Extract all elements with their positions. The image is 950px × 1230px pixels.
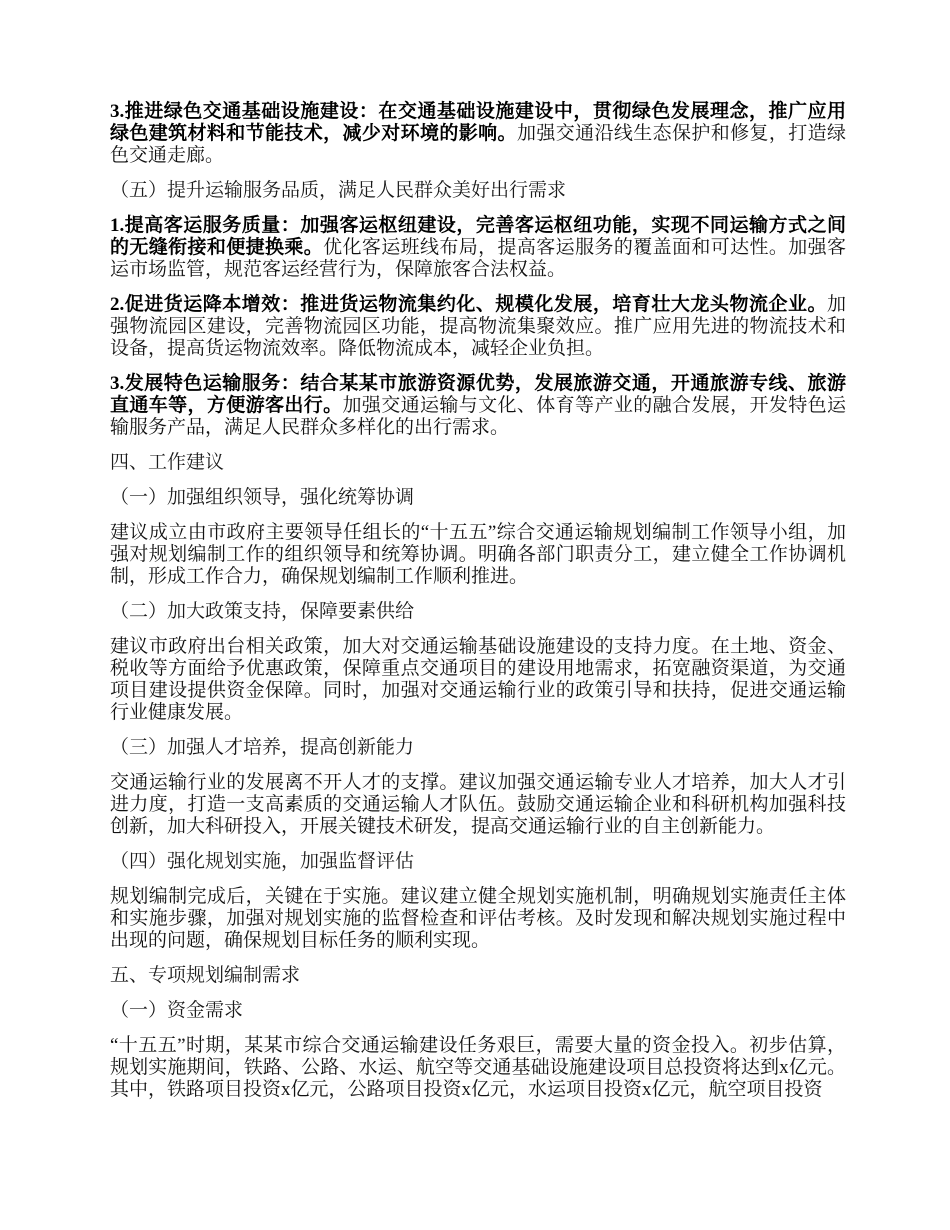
body-paragraph — [110, 101, 846, 167]
paragraph-text: 规划编制完成后，关键在于实施。建议建立健全规划实施机制，明确规划实施责任主体和实施步骤，加强对规划实施的监督检查和评估考核。及时发现和解决规划实施过程中出现的问题，确保规划目标任务的顺利实现。 — [110, 886, 846, 951]
body-paragraph — [110, 522, 846, 588]
paragraph-text: 建议成立由市政府主要领导任组长的“十五五”综合交通运输规划编制工作领导小组，加强对规划编制工作的组织领导和统筹协调。明确各部门职责分工，建立健全工作协调机制，形成工作合力，确保规划编制工作顺利推进。 — [110, 522, 846, 587]
body-paragraph — [110, 373, 846, 439]
section-heading — [110, 1000, 846, 1022]
heading-text: 五、专项规划编制需求 — [110, 965, 301, 986]
heading-text: （四）强化规划实施，加强监督评估 — [110, 851, 415, 872]
section-heading — [110, 737, 846, 759]
section-heading — [110, 180, 846, 202]
body-paragraph — [110, 215, 846, 281]
body-paragraph — [110, 1035, 846, 1101]
heading-text: （一）资金需求 — [110, 1000, 244, 1021]
body-paragraph — [110, 772, 846, 838]
heading-text: （一）加强组织领导，强化统筹协调 — [110, 487, 415, 508]
heading-text: （五）提升运输服务品质，满足人民群众美好出行需求 — [110, 180, 567, 201]
section-heading — [110, 487, 846, 509]
section-heading — [110, 601, 846, 623]
body-paragraph — [110, 636, 846, 724]
paragraph-text: “十五五”时期，某某市综合交通运输建设任务艰巨，需要大量的资金投入。初步估算，规划实施期间，铁路、公路、水运、航空等交通基础设施建设项目总投资将达到x亿元。其中，铁路项目投资x亿元，公路项目投资x亿元，水运项目投资x亿元，航空项目投资 — [110, 1035, 846, 1100]
section-heading — [110, 965, 846, 987]
paragraph-text: 优化客运班线布局，提高客运服务的覆盖面和可达性。加强客运市场监管，规范客运经营行为，保障旅客合法权益。 — [110, 237, 846, 280]
heading-text: （三）加强人才培养，提高创新能力 — [110, 737, 415, 758]
section-heading — [110, 452, 846, 474]
paragraph-bold-lead: 2.促进货运降本增效：推进货运物流集约化、规模化发展，培育壮大龙头物流企业。 — [110, 294, 827, 315]
heading-text: （二）加大政策支持，保障要素供给 — [110, 601, 415, 622]
body-paragraph — [110, 886, 846, 952]
section-heading — [110, 851, 846, 873]
paragraph-bold-lead: 1.提高客运服务质量：加强客运枢纽建设，完善客运枢纽功能，实现不同运输方式之间的无缝衔接和便捷换乘。 — [110, 215, 846, 258]
paragraph-bold-lead: 3.推进绿色交通基础设施建设：在交通基础设施建设中，贯彻绿色发展理念，推广应用绿色建筑材料和节能技术，减少对环境的影响。 — [110, 101, 846, 144]
document-body — [110, 101, 846, 1114]
paragraph-text: 交通运输行业的发展离不开人才的支撑。建议加强交通运输专业人才培养，加大人才引进力度，打造一支高素质的交通运输人才队伍。鼓励交通运输企业和科研机构加强科技创新，加大科研投入，开展关键技术研发，提高交通运输行业的自主创新能力。 — [110, 772, 846, 837]
paragraph-text: 加强交通沿线生态保护和修复，打造绿色交通走廊。 — [110, 123, 846, 166]
paragraph-text: 建议市政府出台相关政策，加大对交通运输基础设施建设的支持力度。在土地、资金、税收等方面给予优惠政策，保障重点交通项目的建设用地需求，拓宽融资渠道，为交通项目建设提供资金保障。同时，加强对交通运输行业的政策引导和扶持，促进交通运输行业健康发展。 — [110, 636, 846, 723]
heading-text: 四、工作建议 — [110, 452, 225, 473]
paragraph-text: 加强物流园区建设，完善物流园区功能，提高物流集聚效应。推广应用先进的物流技术和设备，提高货运物流效率。降低物流成本，减轻企业负担。 — [110, 294, 846, 359]
paragraph-text: 加强交通运输与文化、体育等产业的融合发展，开发特色运输服务产品，满足人民群众多样化的出行需求。 — [110, 395, 846, 438]
paragraph-bold-lead: 3.发展特色运输服务：结合某某市旅游资源优势，发展旅游交通，开通旅游专线、旅游直通车等，方便游客出行。 — [110, 373, 846, 416]
body-paragraph — [110, 294, 846, 360]
